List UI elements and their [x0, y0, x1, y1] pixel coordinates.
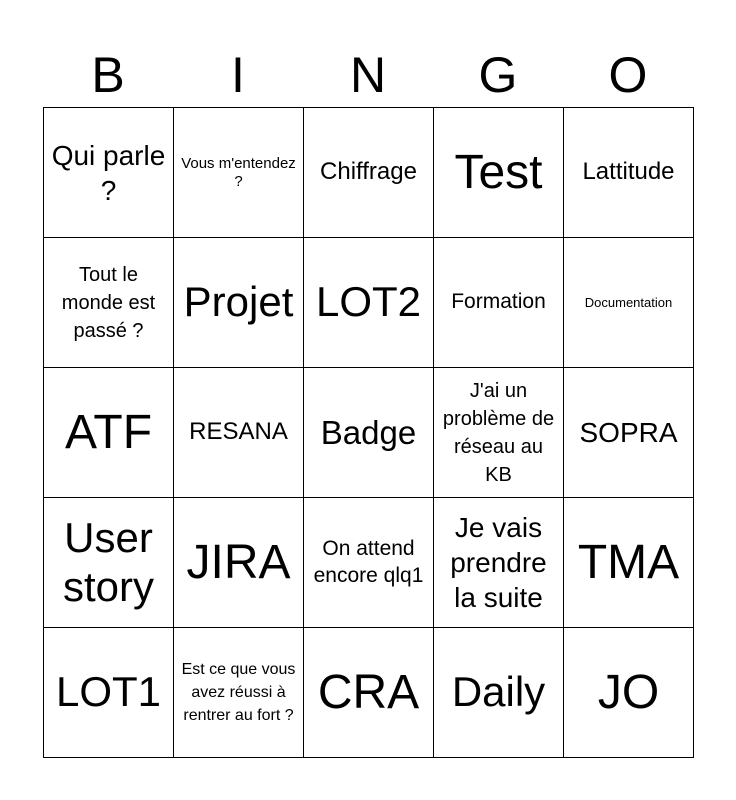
cell-text: Je vais prendre la suite — [450, 512, 547, 613]
cell-text: RESANA — [189, 418, 288, 446]
bingo-cell[interactable] — [44, 238, 174, 368]
bingo-cell[interactable] — [44, 368, 174, 498]
cell-text: Tout le monde est passé ? — [61, 263, 156, 342]
cell-text: Chiffrage — [320, 158, 417, 186]
bingo-cell[interactable] — [304, 108, 434, 238]
cell-text: User story — [62, 514, 154, 610]
bingo-cell[interactable] — [304, 498, 434, 628]
cell-text: Lattitude — [582, 158, 675, 186]
cell-text: Projet — [183, 278, 294, 326]
cell-text: Documentation — [584, 294, 673, 310]
cell-text: TMA — [577, 535, 680, 589]
header-letter-b: B — [91, 47, 125, 103]
cell-text: JIRA — [186, 535, 291, 589]
header-letter-g: G — [478, 47, 518, 103]
bingo-cell[interactable] — [564, 498, 694, 628]
cell-text: Formation — [451, 290, 546, 314]
cell-text: On attend encore qlq1 — [313, 537, 424, 587]
bingo-cell[interactable] — [174, 368, 304, 498]
bingo-board — [43, 107, 694, 758]
bingo-cell[interactable] — [174, 628, 304, 758]
bingo-cell[interactable] — [564, 238, 694, 368]
bingo-cell[interactable] — [304, 238, 434, 368]
bingo-cell[interactable] — [434, 368, 564, 498]
cell-text: Badge — [320, 413, 417, 451]
bingo-cell[interactable] — [44, 628, 174, 758]
cell-text: LOT1 — [55, 668, 162, 716]
bingo-cell[interactable] — [564, 108, 694, 238]
bingo-cell[interactable] — [304, 368, 434, 498]
cell-text: Qui parle ? — [51, 139, 166, 206]
cell-text: CRA — [317, 665, 420, 719]
header-letter-n: N — [349, 47, 387, 103]
bingo-cell[interactable] — [304, 628, 434, 758]
cell-text: J'ai un problème de réseau au KB — [442, 379, 555, 486]
bingo-cell[interactable] — [174, 498, 304, 628]
bingo-cell[interactable] — [44, 498, 174, 628]
bingo-header — [43, 44, 693, 106]
bingo-cell[interactable] — [434, 108, 564, 238]
cell-text: Test — [454, 145, 543, 199]
cell-text: Est ce que vous avez réussi à rentrer au fort ? — [181, 660, 296, 725]
bingo-cell[interactable] — [44, 108, 174, 238]
bingo-cell[interactable] — [564, 368, 694, 498]
bingo-cell[interactable] — [434, 238, 564, 368]
header-letter-o: O — [608, 47, 648, 103]
bingo-cell[interactable] — [434, 498, 564, 628]
cell-text: Vous m'entendez ? — [181, 154, 296, 190]
cell-text: Daily — [451, 668, 546, 716]
cell-text: JO — [597, 665, 660, 719]
cell-text: LOT2 — [315, 278, 422, 326]
bingo-cell[interactable] — [174, 238, 304, 368]
cell-text: SOPRA — [579, 417, 678, 448]
bingo-cell[interactable] — [564, 628, 694, 758]
bingo-cell[interactable] — [174, 108, 304, 238]
bingo-cell[interactable] — [434, 628, 564, 758]
cell-text: ATF — [64, 405, 153, 459]
header-letter-i: I — [231, 47, 245, 103]
